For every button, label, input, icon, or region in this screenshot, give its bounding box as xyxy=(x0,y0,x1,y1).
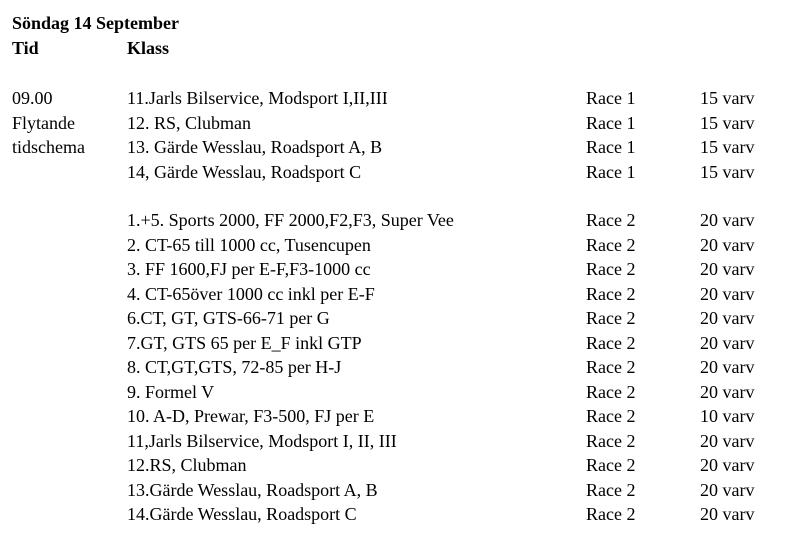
klass-cell: 9. Formel V xyxy=(127,381,215,402)
klass-cell: 14, Gärde Wesslau, Roadsport C xyxy=(127,161,362,182)
race-cell: Race 2 xyxy=(586,479,636,500)
varv-cell: 20 varv xyxy=(700,234,755,255)
table-row xyxy=(0,306,800,331)
schedule-table xyxy=(0,86,800,527)
klass-cell: 12. RS, Clubman xyxy=(127,112,252,133)
klass-cell: 13. Gärde Wesslau, Roadsport A, B xyxy=(127,137,383,157)
klass-cell: 4. CT-65över 1000 cc inkl per E-F xyxy=(127,283,375,304)
race-cell: Race 1 xyxy=(586,112,636,133)
table-row xyxy=(0,453,800,478)
varv-cell: 20 varv xyxy=(700,210,755,230)
varv-cell: 20 varv xyxy=(700,504,755,524)
race-cell: Race 2 xyxy=(586,381,636,402)
table-row xyxy=(0,404,800,429)
varv-cell: 15 varv xyxy=(700,137,755,157)
klass-cell: 6.CT, GT, GTS-66-71 per G xyxy=(127,308,330,328)
varv-cell: 20 varv xyxy=(700,332,755,353)
varv-cell: 20 varv xyxy=(700,259,755,279)
race-cell: Race 1 xyxy=(586,88,636,108)
table-row xyxy=(0,111,800,136)
klass-cell: 11.Jarls Bilservice, Modsport I,II,III xyxy=(127,88,388,108)
race-cell: Race 2 xyxy=(586,357,636,377)
race-cell: Race 1 xyxy=(586,137,636,157)
klass-cell: 12.RS, Clubman xyxy=(127,455,247,475)
tid-note-line-1: Flytande xyxy=(12,112,75,133)
varv-cell: 20 varv xyxy=(700,357,755,377)
varv-cell: 15 varv xyxy=(700,112,755,133)
klass-cell: 14.Gärde Wesslau, Roadsport C xyxy=(127,504,357,524)
race-cell: Race 2 xyxy=(586,455,636,475)
tid-note-line-2: tidschema xyxy=(12,137,85,157)
klass-cell: 11,Jarls Bilservice, Modsport I, II, III xyxy=(127,430,397,451)
table-row xyxy=(0,160,800,185)
race-cell: Race 2 xyxy=(586,504,636,524)
varv-cell: 20 varv xyxy=(700,455,755,475)
race-cell: Race 2 xyxy=(586,259,636,279)
tid-time: 09.00 xyxy=(12,88,53,108)
table-row xyxy=(0,233,800,258)
varv-cell: 15 varv xyxy=(700,161,755,182)
race-cell: Race 2 xyxy=(586,308,636,328)
table-row xyxy=(0,135,800,160)
race-cell: Race 2 xyxy=(586,234,636,255)
table-row xyxy=(0,282,800,307)
table-row xyxy=(0,429,800,454)
table-row xyxy=(0,257,800,282)
varv-cell: 20 varv xyxy=(700,479,755,500)
varv-cell: 20 varv xyxy=(700,308,755,328)
varv-cell: 15 varv xyxy=(700,88,755,108)
table-row xyxy=(0,86,800,111)
klass-cell: 3. FF 1600,FJ per E-F,F3-1000 cc xyxy=(127,259,371,279)
klass-cell: 10. A-D, Prewar, F3-500, FJ per E xyxy=(127,406,375,426)
race-cell: Race 2 xyxy=(586,430,636,451)
race-cell: Race 2 xyxy=(586,210,636,230)
table-row xyxy=(0,355,800,380)
varv-cell: 20 varv xyxy=(700,283,755,304)
page-title: Söndag 14 September xyxy=(12,13,180,33)
klass-cell: 1.+5. Sports 2000, FF 2000,F2,F3, Super Vee xyxy=(127,210,454,230)
column-header-klass: Klass xyxy=(127,38,170,58)
race-1-group xyxy=(0,86,800,184)
klass-cell: 8. CT,GT,GTS, 72-85 per H-J xyxy=(127,357,342,377)
table-row xyxy=(0,331,800,356)
varv-cell: 20 varv xyxy=(700,381,755,402)
table-row xyxy=(0,380,800,405)
table-row xyxy=(0,208,800,233)
klass-cell: 13.Gärde Wesslau, Roadsport A, B xyxy=(127,479,378,500)
race-cell: Race 2 xyxy=(586,406,636,426)
race-cell: Race 2 xyxy=(586,332,636,353)
varv-cell: 10 varv xyxy=(700,406,755,426)
klass-cell: 2. CT-65 till 1000 cc, Tusencupen xyxy=(127,234,371,255)
race-cell: Race 1 xyxy=(586,161,636,182)
varv-cell: 20 varv xyxy=(700,430,755,451)
klass-cell: 7.GT, GTS 65 per E_F inkl GTP xyxy=(127,332,362,353)
column-header-tid: Tid xyxy=(12,38,39,58)
table-row xyxy=(0,478,800,503)
race-cell: Race 2 xyxy=(586,283,636,304)
race-2-group xyxy=(0,208,800,527)
table-row xyxy=(0,502,800,527)
